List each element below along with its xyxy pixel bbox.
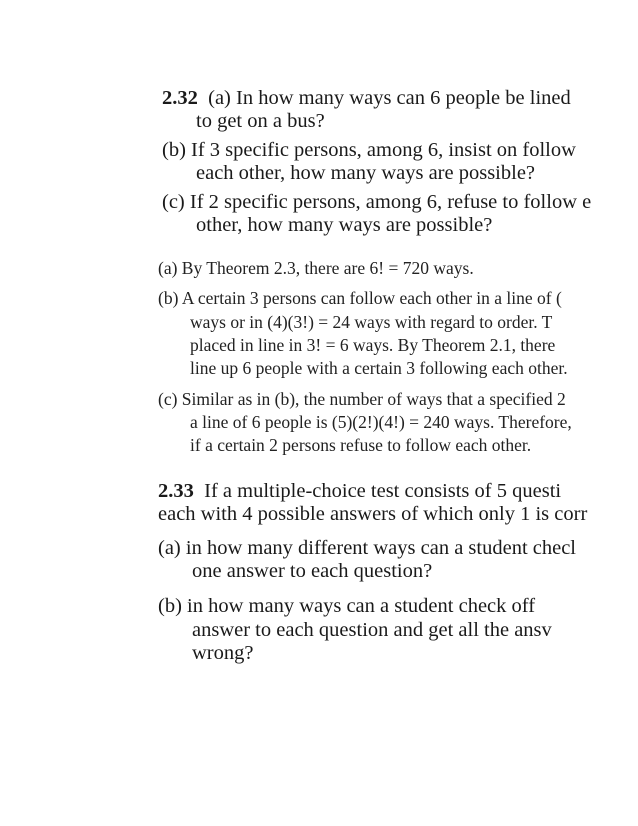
problem-number: 2.32 xyxy=(162,87,198,109)
question-c-line-1: (c) If 2 specific persons, among 6, refuse to follow e xyxy=(162,191,592,213)
problem-2-33-a-line-1: (a) in how many different ways can a student checl xyxy=(158,537,577,559)
solution-c-line-2: a line of 6 people is (5)(2!)(4!) = 240 ways. Therefore, xyxy=(190,412,572,432)
solution-b-line-2: ways or in (4)(3!) = 24 ways with regard to order. T xyxy=(190,312,553,332)
solution-b-line-4: line up 6 people with a certain 3 following each other. xyxy=(190,358,568,378)
problem-2-33-b-line-2: answer to each question and get all the ansv xyxy=(192,619,552,641)
problem-2-33-intro-line-1: If a multiple-choice test consists of 5 questi xyxy=(204,480,562,502)
problem-2-33-b-line-1: (b) in how many ways can a student check off xyxy=(158,595,536,617)
problem-2-32-line-1 xyxy=(162,87,571,110)
problem-number: 2.33 xyxy=(158,480,194,502)
problem-2-33-b-line-3: wrong? xyxy=(192,642,254,664)
question-a-line-1: (a) In how many ways can 6 people be lined xyxy=(208,87,571,109)
solution-b-line-3: placed in line in 3! = 6 ways. By Theorem 2.1, there xyxy=(190,335,556,355)
problem-2-33-a-line-2: one answer to each question? xyxy=(192,560,433,582)
solution-a-line-1: (a) By Theorem 2.3, there are 6! = 720 ways. xyxy=(158,258,474,278)
problem-2-33-intro-line-2: each with 4 possible answers of which only 1 is corr xyxy=(158,503,588,525)
question-a-line-2: to get on a bus? xyxy=(196,110,325,132)
question-b-line-1: (b) If 3 specific persons, among 6, insist on follow xyxy=(162,139,576,161)
solution-c-line-3: if a certain 2 persons refuse to follow each other. xyxy=(190,435,532,455)
problem-2-33-line-1 xyxy=(158,480,561,503)
question-c-line-2: other, how many ways are possible? xyxy=(196,214,493,236)
solution-b-line-1: (b) A certain 3 persons can follow each other in a line of ( xyxy=(158,288,562,308)
question-b-line-2: each other, how many ways are possible? xyxy=(196,162,536,184)
solution-c-line-1: (c) Similar as in (b), the number of ways that a specified 2 xyxy=(158,389,566,409)
